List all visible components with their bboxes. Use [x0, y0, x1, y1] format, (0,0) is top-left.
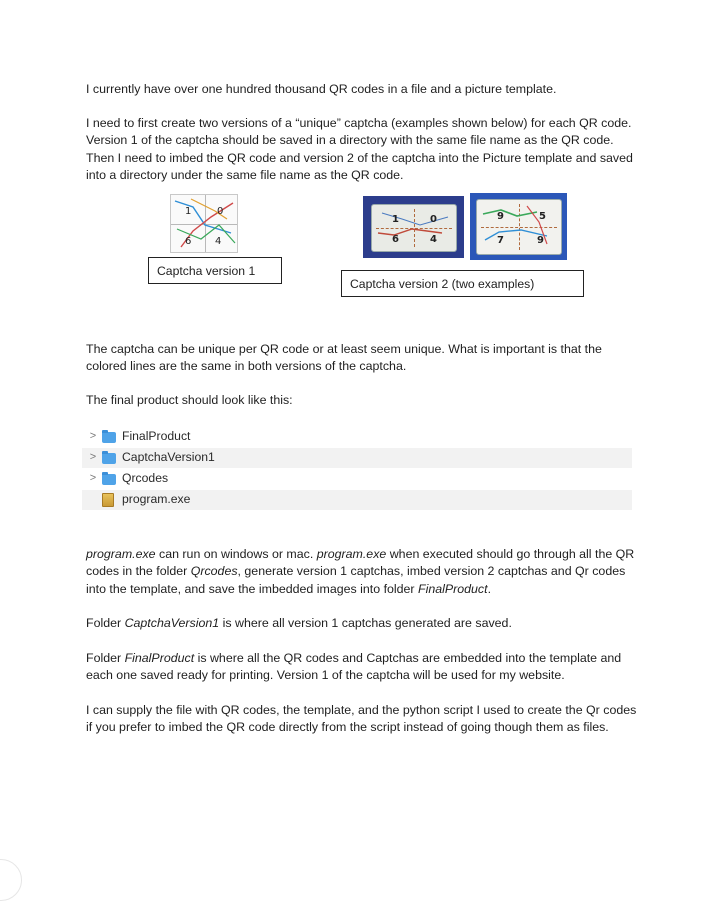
captcha-digit: 4: [215, 236, 222, 247]
file-label: FinalProduct: [122, 429, 191, 444]
chevron-right-icon[interactable]: >: [89, 472, 97, 485]
captchaversion1-folder-paragraph: Folder CaptchaVersion1 is where all version 1 captchas generated are saved.: [86, 616, 512, 630]
captcha-digit: 1: [185, 206, 192, 217]
file-label: Qrcodes: [122, 471, 169, 486]
file-row-finalproduct[interactable]: [82, 427, 632, 447]
captcha-digit: 0: [217, 206, 224, 217]
folder-icon: [102, 432, 116, 443]
caption-version2: Captcha version 2 (two examples): [341, 270, 584, 297]
page-corner-decoration: [0, 859, 22, 901]
final-product-intro: The final product should look like this:: [86, 393, 293, 407]
requirements-paragraph: I need to first create two versions of a “unique” captcha (examples shown below) for each QR code. Version 1 of the captcha should be saved in a directory with the same file name as the QR code. Then I need to imbed the QR code and version 2 of the captcha into the Picture template and saved into a directory under the same file name as the QR code.: [86, 116, 633, 183]
folder-icon: [102, 474, 116, 485]
file-label: program.exe: [122, 492, 191, 507]
exe-icon: [102, 493, 114, 507]
captcha-digit: 6: [185, 236, 192, 247]
file-row-captchaversion1[interactable]: [82, 448, 632, 468]
captcha-digit: 0: [430, 214, 437, 225]
chevron-right-icon[interactable]: >: [89, 451, 97, 464]
supply-files-paragraph: I can supply the file with QR codes, the template, and the python script I used to create the Qr codes if you prefer to imbed the QR code directly from the script instead of going though them as files.: [86, 703, 637, 735]
intro-paragraph: I currently have over one hundred thousand QR codes in a file and a picture template.: [86, 82, 557, 96]
caption-version1: Captcha version 1: [148, 257, 282, 284]
captcha-version1-image: [170, 194, 238, 253]
captcha-digit: 7: [497, 235, 504, 246]
captcha-digit: 9: [497, 211, 504, 222]
captcha-version2-example1: [363, 196, 464, 258]
finalproduct-folder-paragraph: Folder FinalProduct is where all the QR codes and Captchas are embedded into the template and each one saved ready for printing. Version 1 of the captcha will be used for my website.: [86, 651, 622, 683]
captcha-version2-example2: [470, 193, 567, 260]
captcha-digit: 1: [392, 214, 399, 225]
captcha-digit: 5: [539, 211, 546, 222]
captcha-digit: 4: [430, 234, 437, 245]
chevron-right-icon[interactable]: >: [89, 430, 97, 443]
uniqueness-paragraph: The captcha can be unique per QR code or at least seem unique. What is important is that the colored lines are the same in both versions of the captcha.: [86, 342, 602, 374]
file-row-qrcodes[interactable]: [82, 469, 632, 489]
captcha-digit: 6: [392, 234, 399, 245]
folder-icon: [102, 453, 116, 464]
file-label: CaptchaVersion1: [122, 450, 215, 465]
captcha-digit: 9: [537, 235, 544, 246]
file-row-program-exe[interactable]: [82, 490, 632, 510]
program-description-paragraph: program.exe can run on windows or mac. program.exe when executed should go through all the QR codes in the folder Qrcodes, generate version 1 captchas, imbed version 2 captchas and Qr codes into the template, and save the imbedded images into folder FinalProduct.: [86, 547, 635, 596]
